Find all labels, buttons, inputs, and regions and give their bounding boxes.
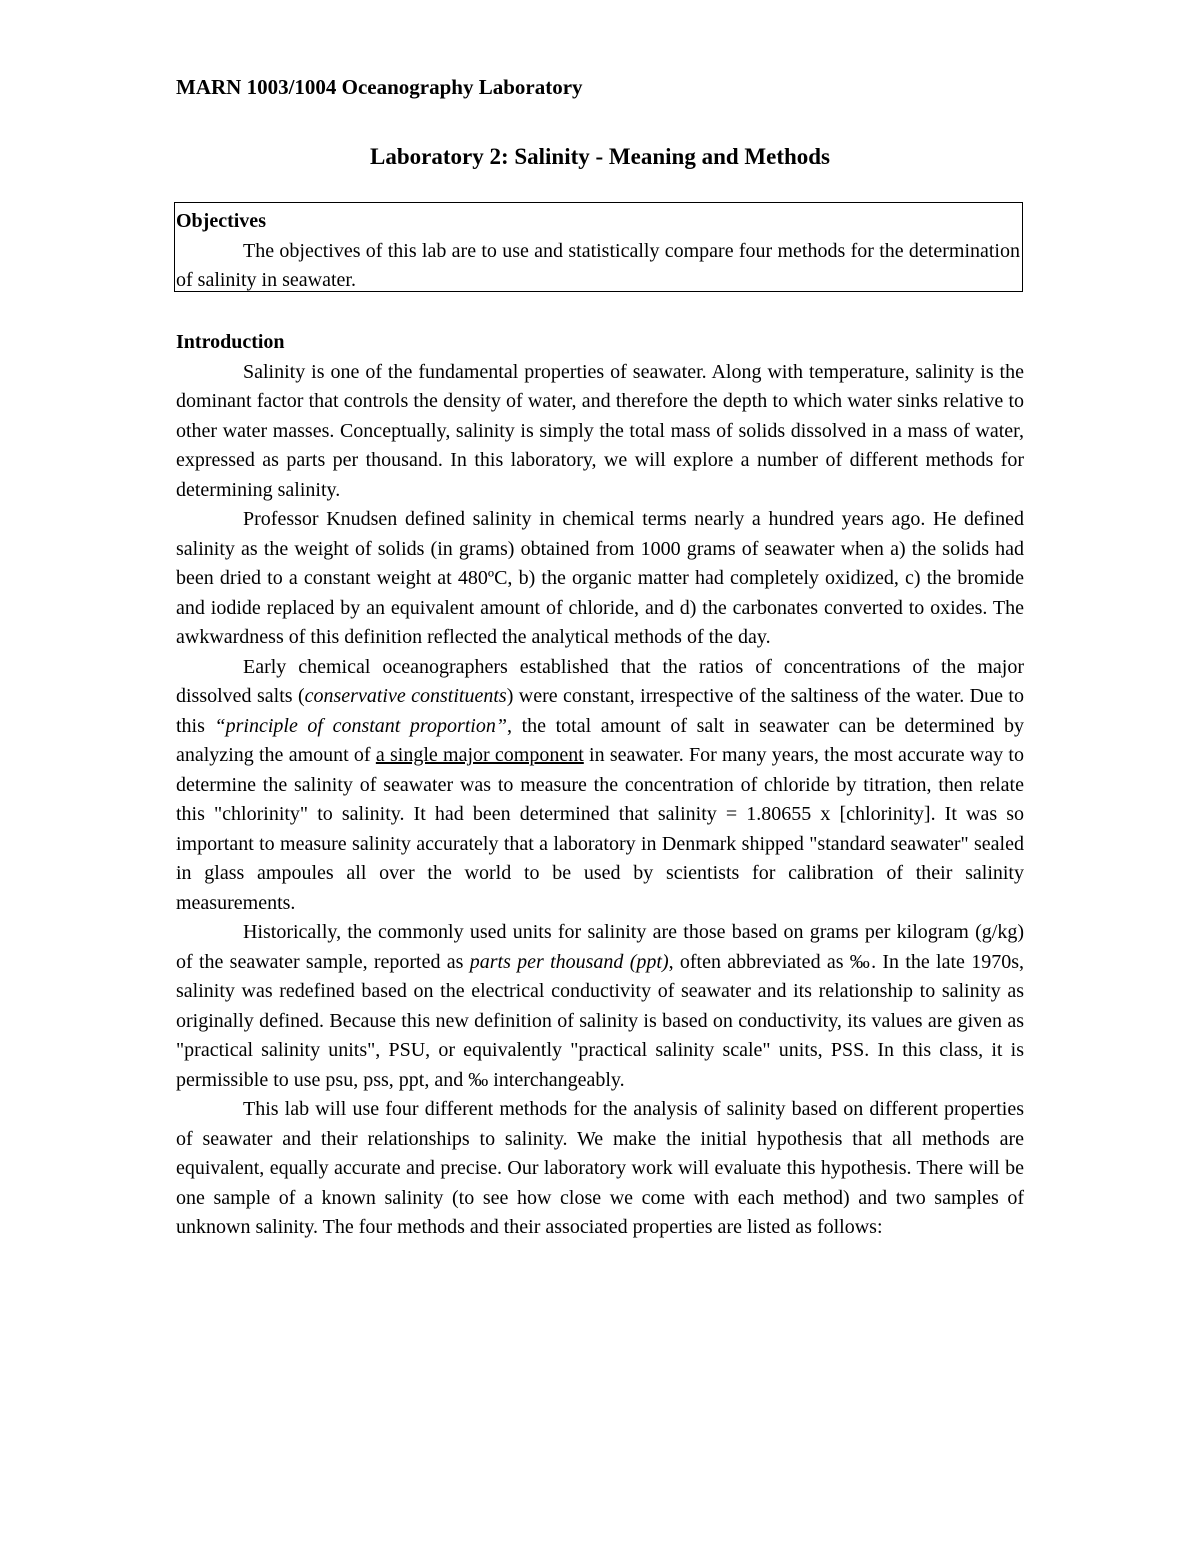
course-header: MARN 1003/1004 Oceanography Laboratory [176, 75, 583, 99]
p3-text-2: ) were constant, irrespective of the saltiness of the water. Due to this [176, 685, 1024, 737]
introduction-section [176, 328, 1024, 1243]
p4-text-2: , often abbreviated as ‰. In the late 1970s, salinity was redefined based on the electrical conductivity of seawater and its relationship to salinity as originally defined. Because this new definition of salinity is based on conductivity, its values are given as "practical salinity units", PSU, or equivalently "practical salinity scale" units, PSS. In this class, it is permissible to use psu, pss, ppt, and ‰ interchangeably. [176, 950, 1024, 1091]
p3-underlined-major-component: a single major component [375, 744, 584, 766]
p3-text-4: in seawater. For many years, the most accurate way to determine the salinity of seawater was to measure the concentration of chloride by titration, then relate this "chlorinity" to salinity. It had been determined that salinity = 1.80655 x [chlorinity]. It was so important to measure salinity accurately that a laboratory in Denmark shipped "standard seawater" sealed in glass ampoules all over the world to be used by scientists for calibration of their salinity measurements. [176, 744, 1024, 914]
intro-paragraph-4 [176, 918, 1024, 1095]
objectives-box [174, 202, 1023, 292]
page-title: Laboratory 2: Salinity - Meaning and Methods [369, 144, 831, 169]
intro-paragraph-3 [176, 653, 1024, 919]
introduction-heading: Introduction [176, 331, 285, 353]
p4-text-1: Historically, the commonly used units for salinity are those based on grams per kilogram (g/kg) of the seawater sample, reported as [176, 921, 1024, 973]
p3-italic-constant-proportion: “principle of constant proportion” [214, 714, 507, 737]
p3-text-1: Early chemical oceanographers established that the ratios of concentrations of the major dissolved salts ( [176, 655, 1024, 707]
p4-italic-ppt: parts per thousand (ppt) [469, 950, 669, 973]
intro-paragraph-1: Salinity is one of the fundamental properties of seawater. Along with temperature, salinity is the dominant factor that controls the density of water, and therefore the depth to which water sinks relative to other water masses. Conceptually, salinity is simply the total mass of solids dissolved in a mass of water, expressed as parts per thousand. In this laboratory, we will explore a number of different methods for determining salinity. [176, 360, 1024, 501]
objectives-text: The objectives of this lab are to use and statistically compare four methods for the determination of salinity in seawater. [176, 239, 1020, 291]
objectives-heading: Objectives [176, 210, 266, 232]
intro-paragraph-5: This lab will use four different methods for the analysis of salinity based on different properties of seawater and their relationships to salinity. We make the initial hypothesis that all methods are equivalent, equally accurate and precise. Our laboratory work will evaluate this hypothesis. There will be one sample of a known salinity (to see how close we come with each method) and two samples of unknown salinity. The four methods and their associated properties are listed as follows: [176, 1098, 1024, 1238]
p3-text-3: , the total amount of salt in seawater can be determined by analyzing the amount of [176, 714, 1024, 766]
intro-paragraph-2: Professor Knudsen defined salinity in chemical terms nearly a hundred years ago. He defined salinity as the weight of solids (in grams) obtained from 1000 grams of seawater when a) the solids had been dried to a constant weight at 480ºC, b) the organic matter had completely oxidized, c) the bromide and iodide replaced by an equivalent amount of chloride, and d) the carbonates converted to oxides. The awkwardness of this definition reflected the analytical methods of the day. [176, 508, 1024, 648]
p3-italic-conservative-constituents: conservative constituents [304, 685, 507, 707]
